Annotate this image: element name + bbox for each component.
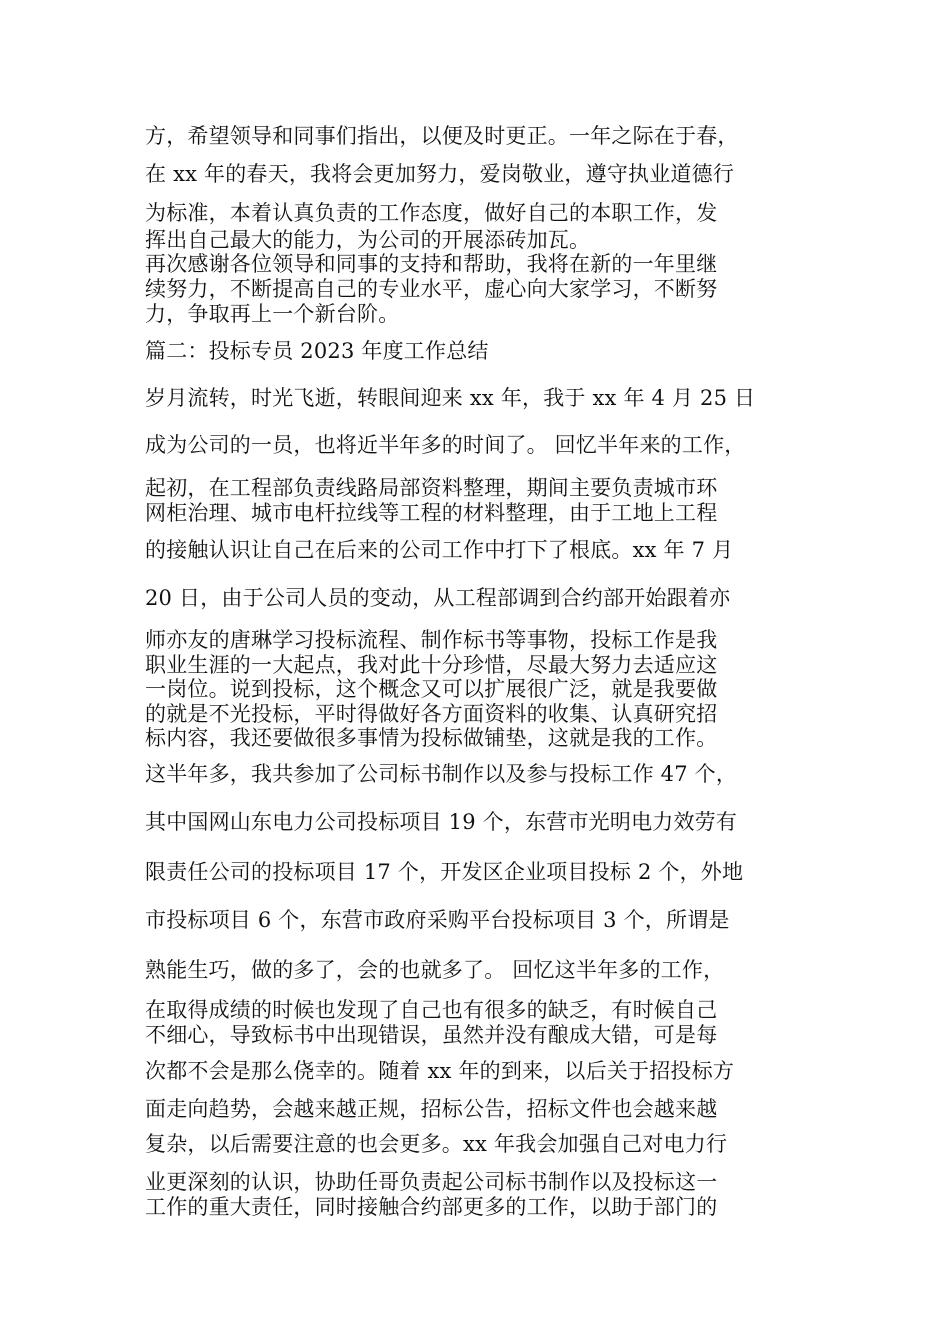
text-line: 市投标项目 6 个，东营市政府采购平台投标项目 3 个，所谓是 (145, 908, 730, 932)
text-line: 岁月流转，时光飞逝，转眼间迎来 xx 年，我于 xx 年 4 月 25 日 (145, 386, 756, 410)
text-line: 在 xx 年的春天，我将会更加努力，爱岗敬业，遵守执业道德行 (145, 162, 735, 186)
text-line: 其中国网山东电力公司投标项目 19 个，东营市光明电力效劳有 (145, 810, 738, 834)
text-line: 20 日，由于公司人员的变动，从工程部调到合约部开始跟着亦 (145, 586, 731, 610)
text-line: 次都不会是那么侥幸的。随着 xx 年的到来，以后关于招投标方 (145, 1059, 735, 1083)
text-line: 挥出自己最大的能力，为公司的开展添砖加瓦。 (145, 228, 591, 252)
text-line: 面走向趋势，会越来越正规，招标公告，招标文件也会越来越 (145, 1097, 718, 1121)
text-line: 起初，在工程部负责线路局部资料整理，期间主要负责城市环 (145, 476, 718, 500)
text-line: 职业生涯的一大起点，我对此十分珍惜，尽最大努力去适应这 (145, 653, 718, 677)
text-line: 标内容，我还要做很多事情为投标做铺垫，这就是我的工作。 (145, 726, 718, 750)
text-line: 复杂，以后需要注意的也会更多。xx 年我会加强自己对电力行 (145, 1132, 728, 1156)
text-line: 续努力，不断提高自己的专业水平，虚心向大家学习，不断努 (145, 277, 718, 301)
text-line: 成为公司的一员，也将近半年多的时间了。 回忆半年来的工作， (145, 433, 746, 457)
text-line: 工作的重大责任，同时接触合约部更多的工作，以助于部门的 (145, 1195, 718, 1219)
text-line: 师亦友的唐琳学习投标流程、制作标书等事物，投标工作是我 (145, 628, 718, 652)
text-line: 的接触认识让自己在后来的公司工作中打下了根底。xx 年 7 月 (145, 538, 734, 562)
text-line: 再次感谢各位领导和同事的支持和帮助，我将在新的一年里继 (145, 252, 718, 276)
text-line: 熟能生巧，做的多了，会的也就多了。 回忆这半年多的工作， (145, 958, 725, 982)
text-line: 这半年多，我共参加了公司标书制作以及参与投标工作 47 个， (145, 762, 738, 786)
text-line: 网柜治理、城市电杆拉线等工程的材料整理，由于工地上工程 (145, 501, 718, 525)
section-heading: 篇二：投标专员 2023 年度工作总结 (145, 339, 489, 363)
text-line: 力，争取再上一个新台阶。 (145, 302, 400, 326)
text-line: 业更深刻的认识，协助任哥负责起公司标书制作以及投标这一 (145, 1170, 718, 1194)
text-line: 为标准，本着认真负责的工作态度，做好自己的本职工作，发 (145, 201, 718, 225)
text-line: 限责任公司的投标项目 17 个，开发区企业项目投标 2 个，外地 (145, 860, 744, 884)
text-line: 不细心，导致标书中出现错误，虽然并没有酿成大错，可是每 (145, 1023, 718, 1047)
text-line: 方，希望领导和同事们指出，以便及时更正。一年之际在于春， (145, 124, 739, 148)
text-line: 的就是不光投标，平时得做好各方面资料的收集、认真研究招 (145, 702, 718, 726)
text-line: 一岗位。说到投标，这个概念又可以扩展很广泛，就是我要做 (145, 677, 718, 701)
text-line: 在取得成绩的时候也发现了自己也有很多的缺乏，有时候自己 (145, 998, 718, 1022)
